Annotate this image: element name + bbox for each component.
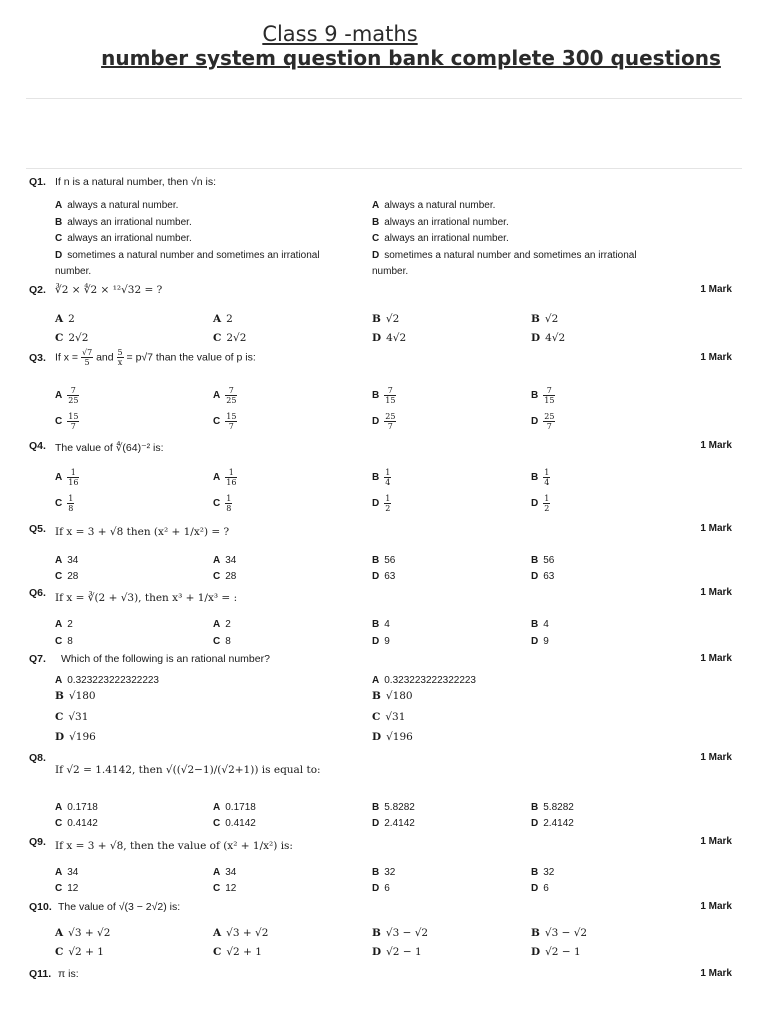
question-11: [29, 968, 741, 984]
option-d[interactable]: D $\frac{1}{2}$: [531, 494, 550, 513]
question-text: If n is a natural number, then √n is:: [55, 176, 217, 188]
option-b[interactable]: B 4: [372, 619, 390, 630]
question-number: Q6.: [29, 587, 46, 599]
option-a[interactable]: A 2: [213, 313, 233, 325]
marks-label: 1 Mark: [700, 523, 732, 534]
option-d[interactable]: D 9: [531, 636, 549, 647]
option-b[interactable]: B $\frac{1}{4}$: [372, 468, 391, 487]
option-c[interactable]: C 12: [213, 883, 237, 894]
option-d[interactable]: D sometimes a natural number and sometimes an irrational number.: [372, 250, 637, 277]
question-8: [29, 752, 741, 829]
page-title: Class 9 -maths: [262, 22, 418, 46]
option-c[interactable]: C 0.4142: [55, 818, 98, 829]
option-a[interactable]: A $\frac{7}{25}$: [213, 386, 237, 405]
option-d[interactable]: D 2.4142: [372, 818, 415, 829]
question-10: [29, 901, 741, 958]
option-a[interactable]: A always a natural number.: [372, 200, 496, 211]
option-c[interactable]: C always an irrational number.: [55, 233, 192, 244]
option-a[interactable]: A 0.1718: [55, 802, 98, 813]
option-b[interactable]: B 56: [531, 555, 555, 566]
marks-label: 1 Mark: [700, 752, 732, 763]
option-a[interactable]: A 2: [55, 619, 73, 630]
option-c[interactable]: C $\frac{15}{7}$: [213, 412, 237, 431]
option-c[interactable]: C 28: [213, 571, 237, 582]
marks-label: 1 Mark: [700, 901, 732, 912]
question-1: [29, 176, 741, 277]
question-text: The value of √(3 − 2√2) is:: [58, 901, 181, 913]
option-a[interactable]: A $\frac{1}{16}$: [55, 468, 79, 487]
question-text: π is:: [58, 968, 79, 980]
question-number: Q10.: [29, 901, 52, 913]
question-2: [29, 284, 741, 344]
option-c[interactable]: C √2 + 1: [55, 946, 104, 958]
option-a[interactable]: A 34: [213, 555, 237, 566]
option-a[interactable]: A √3 + √2: [213, 927, 269, 939]
question-9: [29, 836, 741, 894]
question-number: Q5.: [29, 523, 46, 535]
option-d[interactable]: D 63: [531, 571, 555, 582]
question-text: If x = $\frac{√7}{5}$ and $\frac{5}{x}$ = p√7 than the value of p is:: [55, 348, 256, 367]
option-a[interactable]: A always a natural number.: [55, 200, 179, 211]
option-b[interactable]: B always an irrational number.: [55, 217, 192, 228]
question-text: The value of ∜(64)⁻² is:: [55, 442, 164, 454]
question-number: Q3.: [29, 352, 46, 364]
option-c[interactable]: C 2√2: [213, 332, 247, 344]
question-number: Q7.: [29, 653, 46, 665]
question-6: [29, 587, 741, 647]
marks-label: 1 Mark: [700, 440, 732, 451]
option-b[interactable]: B √3 − √2: [531, 927, 588, 939]
option-c[interactable]: C √31: [55, 711, 89, 723]
question-number: Q4.: [29, 440, 46, 452]
question-number: Q1.: [29, 176, 46, 188]
page-subtitle: number system question bank complete 300 questions: [101, 46, 721, 70]
option-a[interactable]: A 34: [213, 867, 237, 878]
option-d[interactable]: D sometimes a natural number and sometimes an irrational number.: [55, 250, 320, 277]
option-d[interactable]: D 4√2: [531, 332, 566, 344]
option-d[interactable]: D 4√2: [372, 332, 407, 344]
option-c[interactable]: C √2 + 1: [213, 946, 262, 958]
option-d[interactable]: D 6: [531, 883, 549, 894]
option-c[interactable]: C 12: [55, 883, 79, 894]
option-c[interactable]: C always an irrational number.: [372, 233, 509, 244]
marks-label: 1 Mark: [700, 587, 732, 598]
option-c[interactable]: C 28: [55, 571, 79, 582]
option-d[interactable]: D √2 − 1: [372, 946, 422, 958]
marks-label: 1 Mark: [700, 653, 732, 664]
option-c[interactable]: C $\frac{1}{8}$: [213, 494, 232, 513]
option-b[interactable]: B √2: [372, 313, 400, 325]
divider: [26, 168, 742, 169]
marks-label: 1 Mark: [700, 352, 732, 363]
option-b[interactable]: B 32: [531, 867, 555, 878]
option-c[interactable]: C 8: [55, 636, 73, 647]
question-number: Q11.: [29, 968, 52, 980]
question-text: ∛2 × ∜2 × ¹²√32 = ?: [55, 284, 163, 296]
question-text: If x = 3 + √8, then the value of (x² + 1/x²) is:: [55, 840, 293, 852]
option-b[interactable]: B √180: [372, 690, 413, 702]
question-5: [29, 523, 741, 582]
option-b[interactable]: B 4: [531, 619, 549, 630]
option-b[interactable]: B 32: [372, 867, 396, 878]
question-text: If √2 = 1.4142, then √((√2−1)/(√2+1)) is equal to:: [55, 764, 321, 776]
question-7: [29, 653, 741, 743]
question-number: Q8.: [29, 752, 46, 764]
option-d[interactable]: D 63: [372, 571, 396, 582]
option-a[interactable]: A 2: [213, 619, 231, 630]
option-a[interactable]: A 2: [55, 313, 75, 325]
option-a[interactable]: A 0.1718: [213, 802, 256, 813]
question-3: [29, 348, 741, 431]
option-d[interactable]: D 6: [372, 883, 390, 894]
option-b[interactable]: B √3 − √2: [372, 927, 429, 939]
divider: [26, 98, 742, 99]
option-c[interactable]: C $\frac{1}{8}$: [55, 494, 74, 513]
option-d[interactable]: D √196: [372, 731, 413, 743]
option-b[interactable]: B 5.8282: [531, 802, 574, 813]
question-number: Q2.: [29, 284, 46, 296]
option-d[interactable]: D 2.4142: [531, 818, 574, 829]
option-d[interactable]: D 9: [372, 636, 390, 647]
option-d[interactable]: D $\frac{25}{7}$: [531, 412, 555, 431]
option-d[interactable]: D √2 − 1: [531, 946, 581, 958]
marks-label: 1 Mark: [700, 284, 732, 295]
option-a[interactable]: A $\frac{1}{16}$: [213, 468, 237, 487]
option-b[interactable]: B 56: [372, 555, 396, 566]
marks-label: 1 Mark: [700, 836, 732, 847]
option-d[interactable]: D $\frac{25}{7}$: [372, 412, 396, 431]
question-number: Q9.: [29, 836, 46, 848]
option-b[interactable]: B √2: [531, 313, 559, 325]
option-b[interactable]: B √180: [55, 690, 96, 702]
question-text: Which of the following is an rational number?: [61, 653, 270, 665]
option-c[interactable]: C √31: [372, 711, 406, 723]
option-a[interactable]: A √3 + √2: [55, 927, 111, 939]
option-a[interactable]: A $\frac{7}{25}$: [55, 386, 79, 405]
option-b[interactable]: B 5.8282: [372, 802, 415, 813]
option-c[interactable]: C 2√2: [55, 332, 89, 344]
marks-label: 1 Mark: [700, 968, 732, 979]
question-4: [29, 440, 741, 513]
option-a[interactable]: A 34: [55, 867, 79, 878]
option-c[interactable]: C 0.4142: [213, 818, 256, 829]
question-text: If x = ∛(2 + √3), then x³ + 1/x³ = :: [55, 592, 238, 604]
option-b[interactable]: B always an irrational number.: [372, 217, 509, 228]
option-a[interactable]: A 0.323223222322223: [55, 675, 159, 686]
option-c[interactable]: C 8: [213, 636, 231, 647]
option-a[interactable]: A 0.323223222322223: [372, 675, 476, 686]
question-text: If x = 3 + √8 then (x² + 1/x²) = ?: [55, 526, 230, 538]
option-d[interactable]: D √196: [55, 731, 96, 743]
option-b[interactable]: B $\frac{7}{15}$: [372, 386, 396, 405]
option-c[interactable]: C $\frac{15}{7}$: [55, 412, 79, 431]
option-b[interactable]: B $\frac{1}{4}$: [531, 468, 550, 487]
option-b[interactable]: B $\frac{7}{15}$: [531, 386, 555, 405]
option-d[interactable]: D $\frac{1}{2}$: [372, 494, 391, 513]
option-a[interactable]: A 34: [55, 555, 79, 566]
